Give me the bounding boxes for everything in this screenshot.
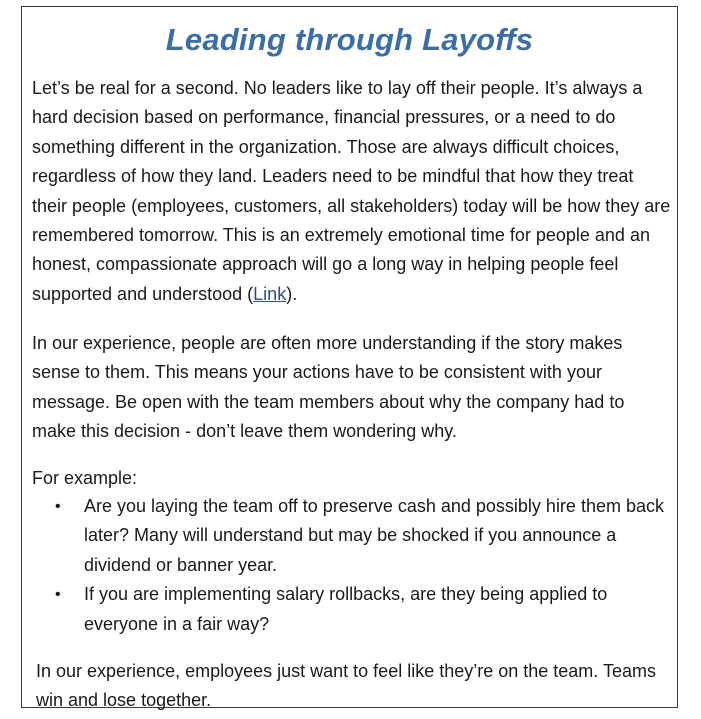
bullet-icon: • (55, 586, 61, 604)
experience-paragraph: In our experience, people are often more understanding if the story makes sense to them. This means your actions have to be consistent with your message. Be open with the team members about why the company had to make this decision - don’t leave them wondering why. (32, 333, 625, 442)
list-item (52, 580, 672, 639)
intro-text-end: ). (286, 283, 298, 304)
example-intro: For example: (32, 468, 138, 488)
list-item-text: Are you laying the team off to preserve cash and possibly hire them back later? Many will understand but may be shocked if you announce a dividend or banner year. (84, 496, 664, 575)
list-item (52, 492, 672, 580)
source-link[interactable]: Link (253, 283, 287, 304)
example-list (52, 492, 672, 639)
list-item-text: If you are implementing salary rollbacks, are they being applied to everyone in a fair way? (84, 584, 608, 634)
closing-paragraph: In our experience, employees just want to feel like they’re on the team. Teams win and lose together. (36, 661, 656, 711)
intro-paragraph (32, 74, 672, 309)
bullet-icon: • (55, 498, 61, 515)
intro-text: Let’s be real for a second. No leaders like to lay off their people. It’s always a hard decision based on performance, financial pressures, or a need to do something different in the organization. Those are always difficult choices, regardless of how they land. Leaders need to be mindful that how they treat their people (employees, customers, all stakeholders) today will be how they are remembered tomorrow. This is an extremely emotional time for people and an honest, compassionate approach will go a long way in helping people feel supported and understood ( (32, 78, 671, 304)
article-title: Leading through Layoffs (165, 22, 534, 57)
article-box (21, 6, 678, 711)
